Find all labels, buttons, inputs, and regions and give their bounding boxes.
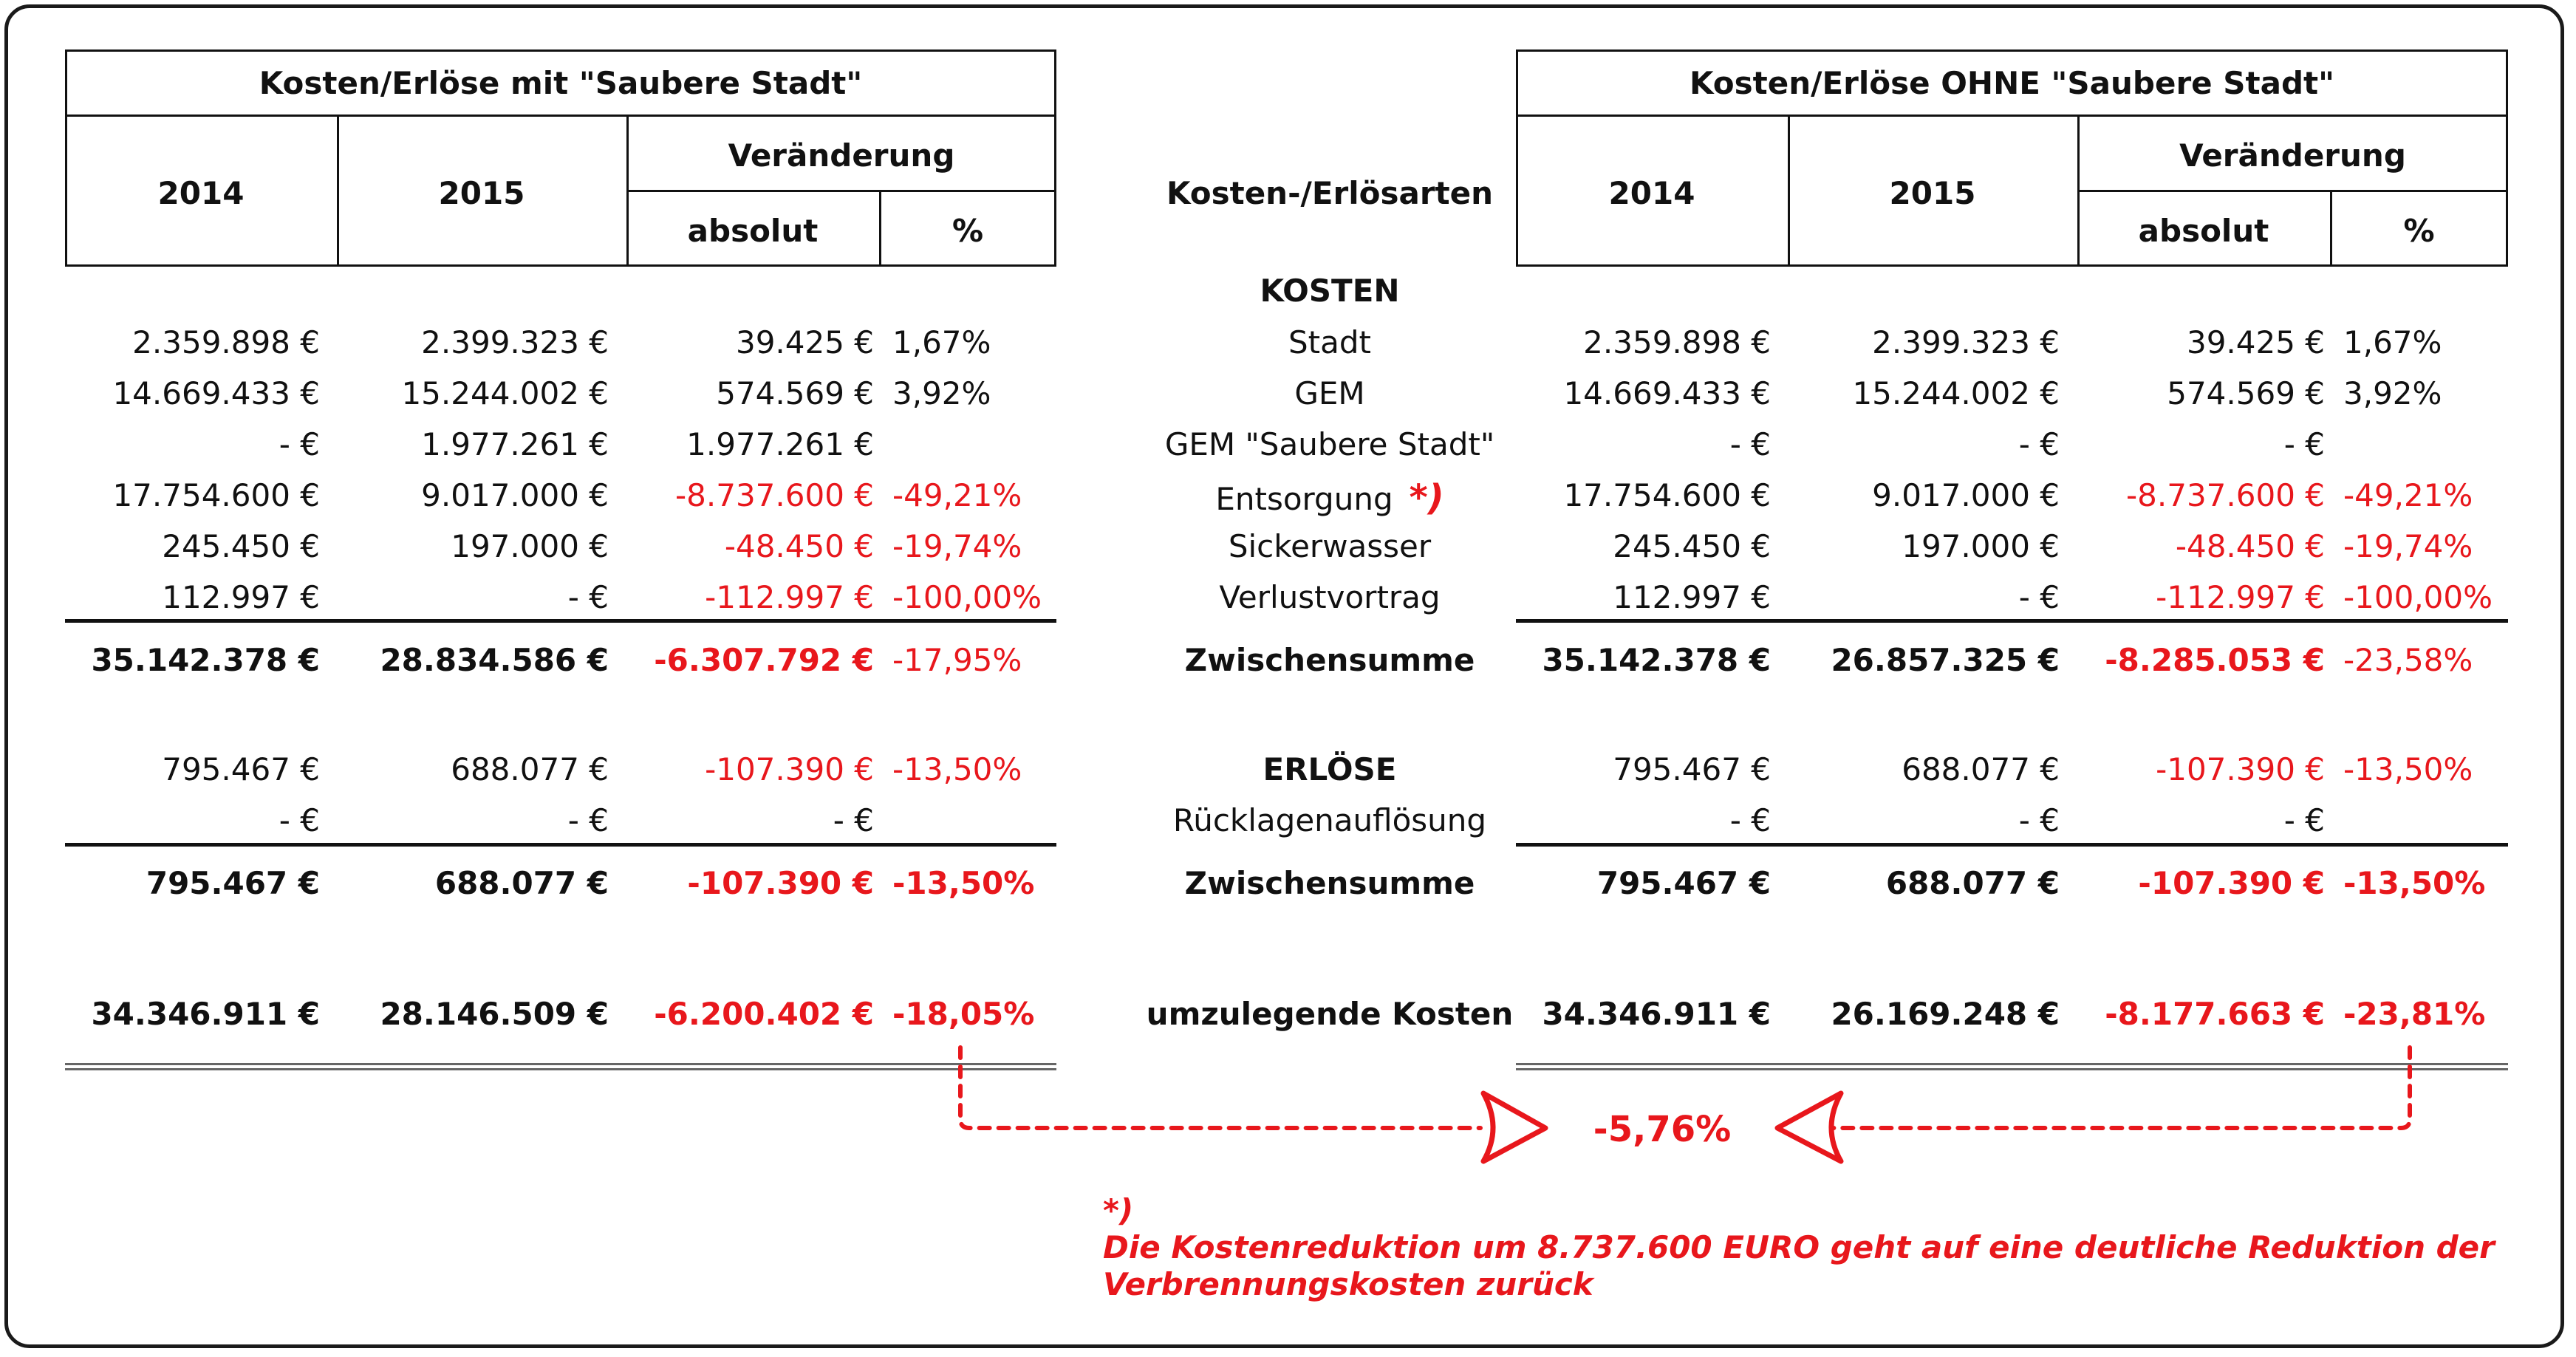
row-label-text: Sickerwasser [1228,528,1432,564]
left-value-2015: 9.017.000 € [421,477,609,513]
right-value-2014: 35.142.378 € [1542,642,1771,678]
right-value-2015: 197.000 € [1902,528,2060,564]
right-change-absolute: -8.285.053 € [2105,642,2325,678]
left-change-percent: 3,92% [892,375,991,411]
right-value-2015: - € [2018,426,2060,462]
right-change-percent: -19,74% [2343,528,2473,564]
left-col-percent: % [952,213,984,249]
left-value-2014: - € [279,426,320,462]
right-table-title: Kosten/Erlöse OHNE "Saubere Stadt" [1690,65,2334,101]
right-value-2014: 34.346.911 € [1542,996,1771,1032]
right-value-2014: 14.669.433 € [1563,375,1771,411]
right-change-absolute: - € [2283,802,2325,838]
left-value-2014: 112.997 € [162,579,320,615]
left-change-percent: -18,05% [892,996,1035,1032]
right-value-2014: 795.467 € [1613,751,1771,787]
row-label-text: Rücklagenauflösung [1172,802,1487,838]
right-value-2014: 2.359.898 € [1583,324,1771,360]
row-label-text: Zwischensumme [1184,642,1475,678]
right-value-2015: 688.077 € [1885,865,2060,901]
left-value-2014: 2.359.898 € [132,324,320,360]
left-value-2015: - € [567,802,609,838]
left-value-2015: 28.146.509 € [380,996,609,1032]
right-change-absolute: -8.737.600 € [2126,477,2325,513]
right-change-absolute: -8.177.663 € [2105,996,2325,1032]
left-value-2015: 15.244.002 € [401,375,609,411]
arrow-right-icon [1483,1093,1545,1161]
right-value-2014: 112.997 € [1613,579,1771,615]
left-value-2015: 197.000 € [451,528,609,564]
right-value-2014: 17.754.600 € [1563,477,1771,513]
left-change-percent: -100,00% [892,579,1042,615]
right-change-absolute: - € [2283,426,2325,462]
left-value-2015: 1.977.261 € [421,426,609,462]
right-value-2014: - € [1729,426,1771,462]
left-value-2014: 795.467 € [146,865,320,901]
row-label-text: Zwischensumme [1184,865,1475,901]
right-change-absolute: -48.450 € [2175,528,2325,564]
difference-value: -5,76% [1593,1109,1732,1150]
right-col-percent: % [2403,213,2435,249]
right-value-2015: 688.077 € [1902,751,2060,787]
left-value-2015: 688.077 € [451,751,609,787]
right-value-2015: - € [2018,579,2060,615]
footnote-line-2: Verbrennungskosten zurück [1103,1266,1593,1302]
row-label-text: GEM [1294,375,1365,411]
row-label-text: ERLÖSE [1263,751,1397,787]
right-col-change: Veränderung [2179,137,2406,174]
middle-col-header: Kosten-/Erlösarten [1166,175,1494,211]
left-value-2014: 35.142.378 € [91,642,320,678]
left-change-absolute: -107.390 € [687,865,874,901]
footnote-reference: *) [1409,477,1444,519]
right-change-percent: -13,50% [2343,751,2473,787]
left-change-percent: -19,74% [892,528,1022,564]
left-change-percent: -13,50% [892,751,1022,787]
right-col-2014: 2014 [1608,175,1695,211]
left-change-absolute: -6.307.792 € [654,642,874,678]
left-change-percent: -17,95% [892,642,1022,678]
left-change-absolute: -112.997 € [705,579,874,615]
left-value-2014: 34.346.911 € [91,996,320,1032]
left-value-2014: - € [279,802,320,838]
left-value-2014: 17.754.600 € [112,477,320,513]
left-value-2015: - € [567,579,609,615]
right-value-2015: 26.857.325 € [1831,642,2060,678]
right-change-absolute: -107.390 € [2138,865,2325,901]
left-change-absolute: - € [833,802,874,838]
right-col-2015: 2015 [1889,175,1976,211]
right-col-absolute: absolut [2138,213,2269,249]
arrow-left-icon [1777,1093,1841,1161]
left-change-absolute: -8.737.600 € [675,477,874,513]
right-change-absolute: -112.997 € [2156,579,2325,615]
left-value-2015: 688.077 € [434,865,609,901]
left-col-2015: 2015 [438,175,525,211]
right-value-2015: 9.017.000 € [1872,477,2060,513]
right-change-percent: -49,21% [2343,477,2473,513]
row-label-text: GEM "Saubere Stadt" [1164,426,1495,462]
right-value-2015: 2.399.323 € [1872,324,2060,360]
left-dashed-connector [960,1047,1480,1128]
right-value-2014: - € [1729,802,1771,838]
left-change-percent: -13,50% [892,865,1035,901]
right-change-percent: -13,50% [2343,865,2486,901]
footnote-line-1: Die Kostenreduktion um 8.737.600 EURO geht auf eine deutliche Reduktion der [1103,1229,2495,1265]
left-change-absolute: 39.425 € [735,324,874,360]
left-change-absolute: -48.450 € [724,528,874,564]
left-table-title: Kosten/Erlöse mit "Saubere Stadt" [259,65,863,101]
right-value-2015: - € [2018,802,2060,838]
left-value-2014: 245.450 € [162,528,320,564]
right-change-percent: 1,67% [2343,324,2442,360]
right-value-2015: 15.244.002 € [1852,375,2060,411]
left-change-percent: 1,67% [892,324,991,360]
left-change-absolute: 1.977.261 € [686,426,874,462]
left-change-percent: -49,21% [892,477,1022,513]
right-value-2015: 26.169.248 € [1831,996,2060,1032]
right-dashed-connector [1831,1047,2410,1128]
right-change-percent: -23,81% [2343,996,2486,1032]
left-value-2015: 2.399.323 € [421,324,609,360]
row-label-text: Entsorgung [1215,481,1393,517]
right-change-percent: -23,58% [2343,642,2473,678]
right-value-2014: 795.467 € [1596,865,1771,901]
footnote-marker: *) [1103,1192,1134,1228]
left-change-absolute: 574.569 € [716,375,874,411]
left-value-2014: 795.467 € [162,751,320,787]
left-col-absolute: absolut [687,213,819,249]
right-change-absolute: 39.425 € [2186,324,2325,360]
left-col-change: Veränderung [728,137,955,174]
row-label-text: KOSTEN [1260,273,1400,309]
right-value-2014: 245.450 € [1613,528,1771,564]
row-label-text: umzulegende Kosten [1146,996,1514,1032]
left-value-2015: 28.834.586 € [380,642,609,678]
row-label-text: Verlustvortrag [1219,579,1441,615]
left-change-absolute: -6.200.402 € [654,996,874,1032]
right-change-absolute: -107.390 € [2156,751,2325,787]
left-value-2014: 14.669.433 € [112,375,320,411]
left-col-2014: 2014 [157,175,245,211]
row-label-text: Stadt [1288,324,1371,360]
left-change-absolute: -107.390 € [705,751,874,787]
right-change-percent: 3,92% [2343,375,2442,411]
right-change-absolute: 574.569 € [2167,375,2325,411]
right-change-percent: -100,00% [2343,579,2493,615]
